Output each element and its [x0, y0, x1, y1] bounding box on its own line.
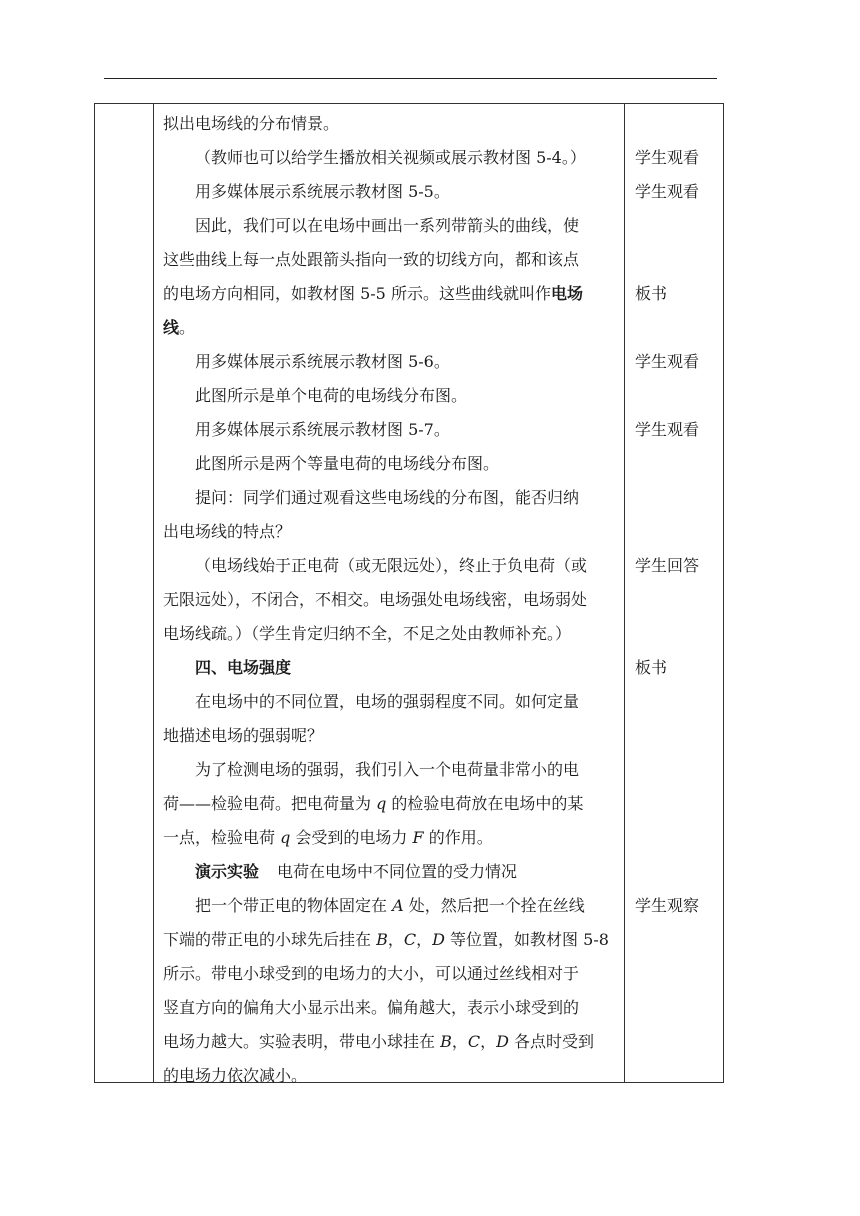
text-line: 地描述电场的强弱呢？ — [163, 726, 324, 745]
experiment-label: 演示实验 — [195, 862, 260, 881]
text-line: 的电场力依次减小。 — [163, 1066, 308, 1085]
student-activity: 板书 — [635, 658, 668, 677]
text-line: （教师也可以给学生播放相关视频或展示教材图 5-4。） — [195, 148, 586, 167]
text-run: 的检验电荷放在电场中的某 — [386, 794, 584, 813]
term-bold: 电场 — [550, 284, 583, 303]
text-line — [163, 828, 493, 848]
text-line — [163, 794, 583, 814]
student-activity: 学生观看 — [635, 352, 700, 371]
text-run: ， — [416, 930, 433, 949]
text-run: ， — [451, 1032, 468, 1051]
text-line: 这些曲线上每一点处跟箭头指向一致的切线方向，都和该点 — [163, 250, 580, 269]
math-var: D — [432, 930, 445, 949]
math-var: C — [467, 1032, 481, 1051]
text-run: 。 — [179, 318, 196, 337]
math-var: C — [403, 930, 417, 949]
student-activity: 学生观察 — [635, 896, 700, 915]
student-activity: 学生回答 — [635, 556, 700, 575]
text-line — [195, 896, 585, 916]
text-line: 为了检测电场的强弱，我们引入一个电荷量非常小的电 — [195, 760, 580, 779]
text-run: 等位置，如教材图 5-8 — [444, 930, 609, 949]
text-run: 把一个带正电的物体固定在 — [195, 896, 393, 915]
text-run: 下端的带正电的小球先后挂在 — [163, 930, 377, 949]
student-activity: 学生观看 — [635, 182, 700, 201]
text-line — [163, 318, 195, 338]
text-line: 所示。带电小球受到的电场力的大小，可以通过丝线相对于 — [163, 964, 580, 983]
math-var: q — [376, 794, 387, 813]
text-run: 会受到的电场力 — [290, 828, 413, 847]
text-line: 用多媒体展示系统展示教材图 5-5。 — [195, 182, 450, 201]
header-rule — [104, 78, 717, 79]
math-var: B — [440, 1032, 452, 1051]
student-activity: 学生观看 — [635, 420, 700, 439]
math-var: B — [376, 930, 388, 949]
math-var: F — [412, 828, 424, 847]
text-run: 电荷在电场中不同位置的受力情况 — [277, 862, 518, 881]
term-bold: 线 — [163, 318, 180, 337]
text-line: 竖直方向的偏角大小显示出来。偏角越大，表示小球受到的 — [163, 998, 580, 1017]
student-activity: 学生观看 — [635, 148, 700, 167]
text-line — [163, 1032, 594, 1052]
text-run: 的作用。 — [423, 828, 493, 847]
lesson-table — [94, 103, 724, 1083]
text-run: 电场力越大。实验表明，带电小球挂在 — [163, 1032, 441, 1051]
text-run: ， — [480, 1032, 497, 1051]
math-var: q — [280, 828, 291, 847]
math-var: A — [392, 896, 404, 915]
math-var: D — [496, 1032, 509, 1051]
text-line: （电场线始于正电荷（或无限远处），终止于负电荷（或 — [195, 556, 588, 575]
text-line: 电场线疏。）（学生肯定归纳不全，不足之处由教师补充。） — [163, 624, 572, 643]
text-line: 用多媒体展示系统展示教材图 5-7。 — [195, 420, 450, 439]
text-line — [163, 284, 583, 304]
text-run: 的电场方向相同，如教材图 5-5 所示。这些曲线就叫作 — [163, 284, 551, 303]
text-line: 拟出电场线的分布情景。 — [163, 114, 340, 133]
text-run: 各点时受到 — [508, 1032, 595, 1051]
text-run: 一点，检验电荷 — [163, 828, 281, 847]
text-run: 荷——检验电荷。把电荷量为 — [163, 794, 377, 813]
text-line: 因此，我们可以在电场中画出一系列带箭头的曲线，使 — [195, 216, 580, 235]
text-run: 处，然后把一个拴在丝线 — [403, 896, 585, 915]
column-divider-1 — [153, 104, 154, 1082]
text-line: 此图所示是两个等量电荷的电场线分布图。 — [195, 454, 500, 473]
text-line: 提问：同学们通过观看这些电场线的分布图，能否归纳 — [195, 488, 580, 507]
text-line — [195, 862, 517, 882]
text-run: ， — [387, 930, 404, 949]
student-activity: 板书 — [635, 284, 668, 303]
section-heading: 四、电场强度 — [195, 658, 292, 677]
text-line: 无限远处），不闭合，不相交。电场强处电场线密，电场弱处 — [163, 590, 588, 609]
text-line: 此图所示是单个电荷的电场线分布图。 — [195, 386, 468, 405]
column-divider-2 — [624, 104, 625, 1082]
text-line — [163, 930, 609, 950]
text-line: 用多媒体展示系统展示教材图 5-6。 — [195, 352, 450, 371]
text-line: 在电场中的不同位置，电场的强弱程度不同。如何定量 — [195, 692, 580, 711]
text-line: 出电场线的特点？ — [163, 522, 292, 541]
